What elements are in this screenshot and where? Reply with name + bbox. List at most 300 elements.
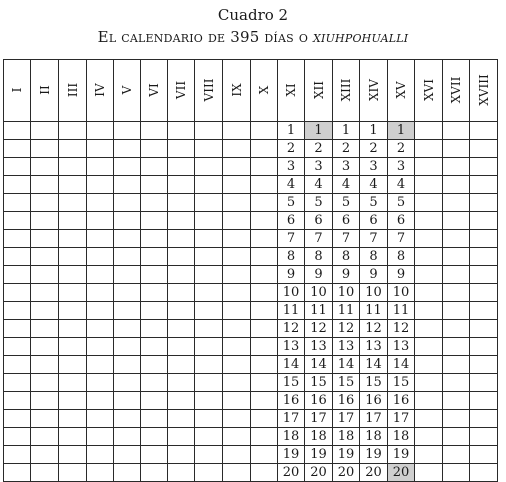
empty-cell xyxy=(141,428,168,446)
empty-cell xyxy=(415,374,443,392)
empty-cell xyxy=(168,176,195,194)
empty-cell xyxy=(87,446,114,464)
month-header xyxy=(251,60,278,122)
table-row xyxy=(4,284,498,302)
empty-cell xyxy=(4,176,31,194)
empty-cell xyxy=(141,248,168,266)
day-cell: 13 xyxy=(278,338,305,356)
empty-cell xyxy=(168,158,195,176)
day-cell: 16 xyxy=(360,392,388,410)
day-cell: 9 xyxy=(360,266,388,284)
empty-cell xyxy=(59,356,87,374)
month-header xyxy=(168,60,195,122)
title-term: xiuhpohualli xyxy=(313,28,409,46)
empty-cell xyxy=(141,194,168,212)
day-cell: 20 xyxy=(388,464,415,482)
empty-cell xyxy=(59,428,87,446)
day-cell: 9 xyxy=(305,266,333,284)
day-cell: 10 xyxy=(360,284,388,302)
empty-cell xyxy=(251,356,278,374)
empty-cell xyxy=(195,122,223,140)
empty-cell xyxy=(251,158,278,176)
day-cell: 13 xyxy=(333,338,360,356)
day-cell: 4 xyxy=(305,176,333,194)
day-cell: 4 xyxy=(388,176,415,194)
empty-cell xyxy=(470,392,498,410)
empty-cell xyxy=(470,212,498,230)
empty-cell xyxy=(195,194,223,212)
empty-cell xyxy=(470,176,498,194)
empty-cell xyxy=(195,302,223,320)
table-row xyxy=(4,248,498,266)
empty-cell xyxy=(251,410,278,428)
table-row xyxy=(4,212,498,230)
empty-cell xyxy=(223,194,251,212)
empty-cell xyxy=(31,176,59,194)
month-label: II xyxy=(37,84,52,95)
day-cell: 11 xyxy=(360,302,388,320)
day-cell: 20 xyxy=(333,464,360,482)
empty-cell xyxy=(141,284,168,302)
empty-cell xyxy=(168,122,195,140)
empty-cell xyxy=(31,140,59,158)
empty-cell xyxy=(443,176,470,194)
empty-cell xyxy=(223,374,251,392)
month-header xyxy=(333,60,360,122)
month-header xyxy=(4,60,31,122)
empty-cell xyxy=(114,356,141,374)
table-row xyxy=(4,392,498,410)
empty-cell xyxy=(251,392,278,410)
empty-cell xyxy=(59,284,87,302)
empty-cell xyxy=(31,122,59,140)
day-cell: 19 xyxy=(333,446,360,464)
empty-cell xyxy=(141,122,168,140)
day-cell: 12 xyxy=(278,320,305,338)
empty-cell xyxy=(470,266,498,284)
day-cell: 8 xyxy=(333,248,360,266)
month-header xyxy=(278,60,305,122)
empty-cell xyxy=(141,302,168,320)
day-cell: 17 xyxy=(360,410,388,428)
empty-cell xyxy=(415,212,443,230)
empty-cell xyxy=(114,248,141,266)
empty-cell xyxy=(415,266,443,284)
empty-cell xyxy=(141,266,168,284)
table-row xyxy=(4,446,498,464)
empty-cell xyxy=(470,284,498,302)
day-cell: 14 xyxy=(278,356,305,374)
month-label: I xyxy=(10,87,24,92)
empty-cell xyxy=(443,356,470,374)
empty-cell xyxy=(443,446,470,464)
day-cell: 19 xyxy=(360,446,388,464)
empty-cell xyxy=(443,338,470,356)
month-header xyxy=(388,60,415,122)
empty-cell xyxy=(223,338,251,356)
empty-cell xyxy=(31,194,59,212)
table-row xyxy=(4,410,498,428)
empty-cell xyxy=(31,374,59,392)
empty-cell xyxy=(223,212,251,230)
day-cell: 11 xyxy=(333,302,360,320)
month-label: IX xyxy=(229,82,244,97)
day-cell: 18 xyxy=(305,428,333,446)
empty-cell xyxy=(168,230,195,248)
day-cell: 2 xyxy=(388,140,415,158)
day-cell: 14 xyxy=(360,356,388,374)
empty-cell xyxy=(415,356,443,374)
empty-cell xyxy=(168,266,195,284)
day-cell: 16 xyxy=(333,392,360,410)
empty-cell xyxy=(59,446,87,464)
empty-cell xyxy=(31,338,59,356)
empty-cell xyxy=(168,392,195,410)
empty-cell xyxy=(4,320,31,338)
month-label: IV xyxy=(93,82,107,97)
empty-cell xyxy=(87,428,114,446)
empty-cell xyxy=(470,194,498,212)
empty-cell xyxy=(195,356,223,374)
empty-cell xyxy=(87,212,114,230)
day-cell: 2 xyxy=(360,140,388,158)
day-cell: 16 xyxy=(278,392,305,410)
month-header xyxy=(141,60,168,122)
empty-cell xyxy=(59,392,87,410)
day-cell: 13 xyxy=(360,338,388,356)
day-cell: 20 xyxy=(278,464,305,482)
day-cell: 20 xyxy=(305,464,333,482)
empty-cell xyxy=(470,356,498,374)
empty-cell xyxy=(223,356,251,374)
month-header xyxy=(223,60,251,122)
empty-cell xyxy=(114,446,141,464)
month-header xyxy=(87,60,114,122)
empty-cell xyxy=(168,248,195,266)
empty-cell xyxy=(141,158,168,176)
day-cell: 13 xyxy=(305,338,333,356)
empty-cell xyxy=(87,392,114,410)
table-row xyxy=(4,266,498,284)
empty-cell xyxy=(114,428,141,446)
empty-cell xyxy=(168,212,195,230)
empty-cell xyxy=(443,230,470,248)
empty-cell xyxy=(4,212,31,230)
empty-cell xyxy=(59,230,87,248)
day-cell: 10 xyxy=(278,284,305,302)
empty-cell xyxy=(443,158,470,176)
empty-cell xyxy=(415,248,443,266)
table-row xyxy=(4,140,498,158)
empty-cell xyxy=(195,230,223,248)
empty-cell xyxy=(4,392,31,410)
empty-cell xyxy=(141,356,168,374)
empty-cell xyxy=(168,320,195,338)
empty-cell xyxy=(31,248,59,266)
empty-cell xyxy=(114,392,141,410)
month-header-row xyxy=(4,60,498,122)
month-label: XV xyxy=(394,80,408,99)
day-cell: 14 xyxy=(388,356,415,374)
empty-cell xyxy=(470,446,498,464)
empty-cell xyxy=(4,158,31,176)
empty-cell xyxy=(4,284,31,302)
empty-cell xyxy=(168,338,195,356)
empty-cell xyxy=(251,194,278,212)
empty-cell xyxy=(141,374,168,392)
empty-cell xyxy=(59,374,87,392)
empty-cell xyxy=(470,230,498,248)
empty-cell xyxy=(223,284,251,302)
empty-cell xyxy=(251,284,278,302)
empty-cell xyxy=(251,428,278,446)
empty-cell xyxy=(470,320,498,338)
empty-cell xyxy=(443,392,470,410)
table-row xyxy=(4,302,498,320)
table-row xyxy=(4,428,498,446)
month-label: XVI xyxy=(421,78,436,101)
empty-cell xyxy=(87,356,114,374)
day-cell: 7 xyxy=(333,230,360,248)
month-label: VII xyxy=(174,80,188,99)
day-cell: 12 xyxy=(388,320,415,338)
day-cell: 7 xyxy=(278,230,305,248)
month-header xyxy=(31,60,59,122)
empty-cell xyxy=(114,338,141,356)
empty-cell xyxy=(195,176,223,194)
month-header xyxy=(470,60,498,122)
day-cell: 1 xyxy=(360,122,388,140)
day-cell: 15 xyxy=(360,374,388,392)
empty-cell xyxy=(114,266,141,284)
empty-cell xyxy=(4,338,31,356)
empty-cell xyxy=(195,446,223,464)
empty-cell xyxy=(31,212,59,230)
day-cell: 7 xyxy=(360,230,388,248)
title-prefix: El calendario de 395 días o xyxy=(97,28,314,46)
empty-cell xyxy=(114,320,141,338)
day-cell: 17 xyxy=(278,410,305,428)
empty-cell xyxy=(87,248,114,266)
empty-cell xyxy=(470,410,498,428)
empty-cell xyxy=(415,392,443,410)
day-cell: 12 xyxy=(360,320,388,338)
day-cell: 6 xyxy=(278,212,305,230)
empty-cell xyxy=(4,446,31,464)
day-cell: 15 xyxy=(305,374,333,392)
empty-cell xyxy=(195,140,223,158)
day-cell: 1 xyxy=(333,122,360,140)
empty-cell xyxy=(59,410,87,428)
day-cell: 11 xyxy=(278,302,305,320)
month-header xyxy=(360,60,388,122)
empty-cell xyxy=(251,266,278,284)
empty-cell xyxy=(31,158,59,176)
empty-cell xyxy=(31,230,59,248)
empty-cell xyxy=(415,320,443,338)
day-cell: 14 xyxy=(305,356,333,374)
empty-cell xyxy=(251,122,278,140)
empty-cell xyxy=(168,284,195,302)
month-label: XVIII xyxy=(476,73,491,106)
empty-cell xyxy=(470,428,498,446)
empty-cell xyxy=(415,230,443,248)
empty-cell xyxy=(59,158,87,176)
empty-cell xyxy=(195,248,223,266)
empty-cell xyxy=(31,446,59,464)
empty-cell xyxy=(223,230,251,248)
empty-cell xyxy=(443,140,470,158)
day-cell: 5 xyxy=(388,194,415,212)
empty-cell xyxy=(251,248,278,266)
day-cell: 3 xyxy=(305,158,333,176)
month-label: XII xyxy=(311,80,326,99)
empty-cell xyxy=(87,338,114,356)
empty-cell xyxy=(251,302,278,320)
month-label: XVII xyxy=(449,76,463,103)
day-cell: 11 xyxy=(305,302,333,320)
empty-cell xyxy=(59,302,87,320)
table-caption-title xyxy=(0,28,506,46)
empty-cell xyxy=(443,248,470,266)
month-label: VIII xyxy=(201,78,216,101)
empty-cell xyxy=(114,302,141,320)
table-row xyxy=(4,320,498,338)
empty-cell xyxy=(223,266,251,284)
empty-cell xyxy=(195,266,223,284)
empty-cell xyxy=(223,122,251,140)
day-cell: 8 xyxy=(388,248,415,266)
day-cell: 4 xyxy=(333,176,360,194)
empty-cell xyxy=(443,122,470,140)
day-cell: 18 xyxy=(360,428,388,446)
empty-cell xyxy=(114,374,141,392)
empty-cell xyxy=(114,230,141,248)
month-header xyxy=(415,60,443,122)
empty-cell xyxy=(31,410,59,428)
month-label: XI xyxy=(284,82,298,97)
day-cell: 5 xyxy=(360,194,388,212)
empty-cell xyxy=(443,212,470,230)
empty-cell xyxy=(443,428,470,446)
day-cell: 14 xyxy=(333,356,360,374)
empty-cell xyxy=(415,140,443,158)
empty-cell xyxy=(141,212,168,230)
empty-cell xyxy=(59,122,87,140)
empty-cell xyxy=(415,302,443,320)
day-cell: 2 xyxy=(278,140,305,158)
empty-cell xyxy=(443,302,470,320)
empty-cell xyxy=(415,338,443,356)
table-row xyxy=(4,158,498,176)
day-cell: 18 xyxy=(388,428,415,446)
empty-cell xyxy=(114,284,141,302)
empty-cell xyxy=(251,230,278,248)
empty-cell xyxy=(223,140,251,158)
empty-cell xyxy=(195,428,223,446)
table-caption-label: Cuadro 2 xyxy=(217,6,289,24)
empty-cell xyxy=(141,338,168,356)
empty-cell xyxy=(141,392,168,410)
month-label: X xyxy=(257,85,271,94)
day-cell: 15 xyxy=(333,374,360,392)
table-row xyxy=(4,194,498,212)
empty-cell xyxy=(141,230,168,248)
empty-cell xyxy=(4,122,31,140)
month-label: VI xyxy=(147,82,161,97)
empty-cell xyxy=(87,374,114,392)
table-row xyxy=(4,338,498,356)
empty-cell xyxy=(87,266,114,284)
empty-cell xyxy=(87,194,114,212)
empty-cell xyxy=(31,356,59,374)
empty-cell xyxy=(415,410,443,428)
day-cell: 18 xyxy=(333,428,360,446)
empty-cell xyxy=(415,122,443,140)
empty-cell xyxy=(251,338,278,356)
table-row xyxy=(4,356,498,374)
day-cell: 13 xyxy=(388,338,415,356)
day-cell: 8 xyxy=(305,248,333,266)
empty-cell xyxy=(470,302,498,320)
empty-cell xyxy=(251,446,278,464)
empty-cell xyxy=(470,374,498,392)
table-row xyxy=(4,122,498,140)
day-cell: 9 xyxy=(388,266,415,284)
empty-cell xyxy=(195,284,223,302)
empty-cell xyxy=(87,140,114,158)
empty-cell xyxy=(168,302,195,320)
empty-cell xyxy=(195,320,223,338)
month-header xyxy=(59,60,87,122)
empty-cell xyxy=(4,356,31,374)
empty-cell xyxy=(168,194,195,212)
empty-cell xyxy=(195,212,223,230)
month-label: XIV xyxy=(366,78,381,101)
day-cell: 6 xyxy=(388,212,415,230)
empty-cell xyxy=(141,410,168,428)
empty-cell xyxy=(195,392,223,410)
empty-cell xyxy=(168,410,195,428)
empty-cell xyxy=(470,122,498,140)
empty-cell xyxy=(114,158,141,176)
day-cell: 1 xyxy=(278,122,305,140)
empty-cell xyxy=(141,446,168,464)
empty-cell xyxy=(223,302,251,320)
day-cell: 2 xyxy=(305,140,333,158)
empty-cell xyxy=(141,320,168,338)
table-row xyxy=(4,230,498,248)
day-cell: 12 xyxy=(333,320,360,338)
empty-cell xyxy=(195,374,223,392)
empty-cell xyxy=(168,446,195,464)
month-header xyxy=(114,60,141,122)
day-cell: 3 xyxy=(388,158,415,176)
day-cell: 3 xyxy=(333,158,360,176)
day-cell: 4 xyxy=(278,176,305,194)
day-cell: 5 xyxy=(305,194,333,212)
empty-cell xyxy=(415,176,443,194)
month-header xyxy=(195,60,223,122)
day-cell: 1 xyxy=(388,122,415,140)
empty-cell xyxy=(470,140,498,158)
empty-cell xyxy=(59,338,87,356)
empty-cell xyxy=(31,320,59,338)
empty-cell xyxy=(4,410,31,428)
empty-cell xyxy=(443,266,470,284)
empty-cell xyxy=(168,374,195,392)
empty-cell xyxy=(114,212,141,230)
